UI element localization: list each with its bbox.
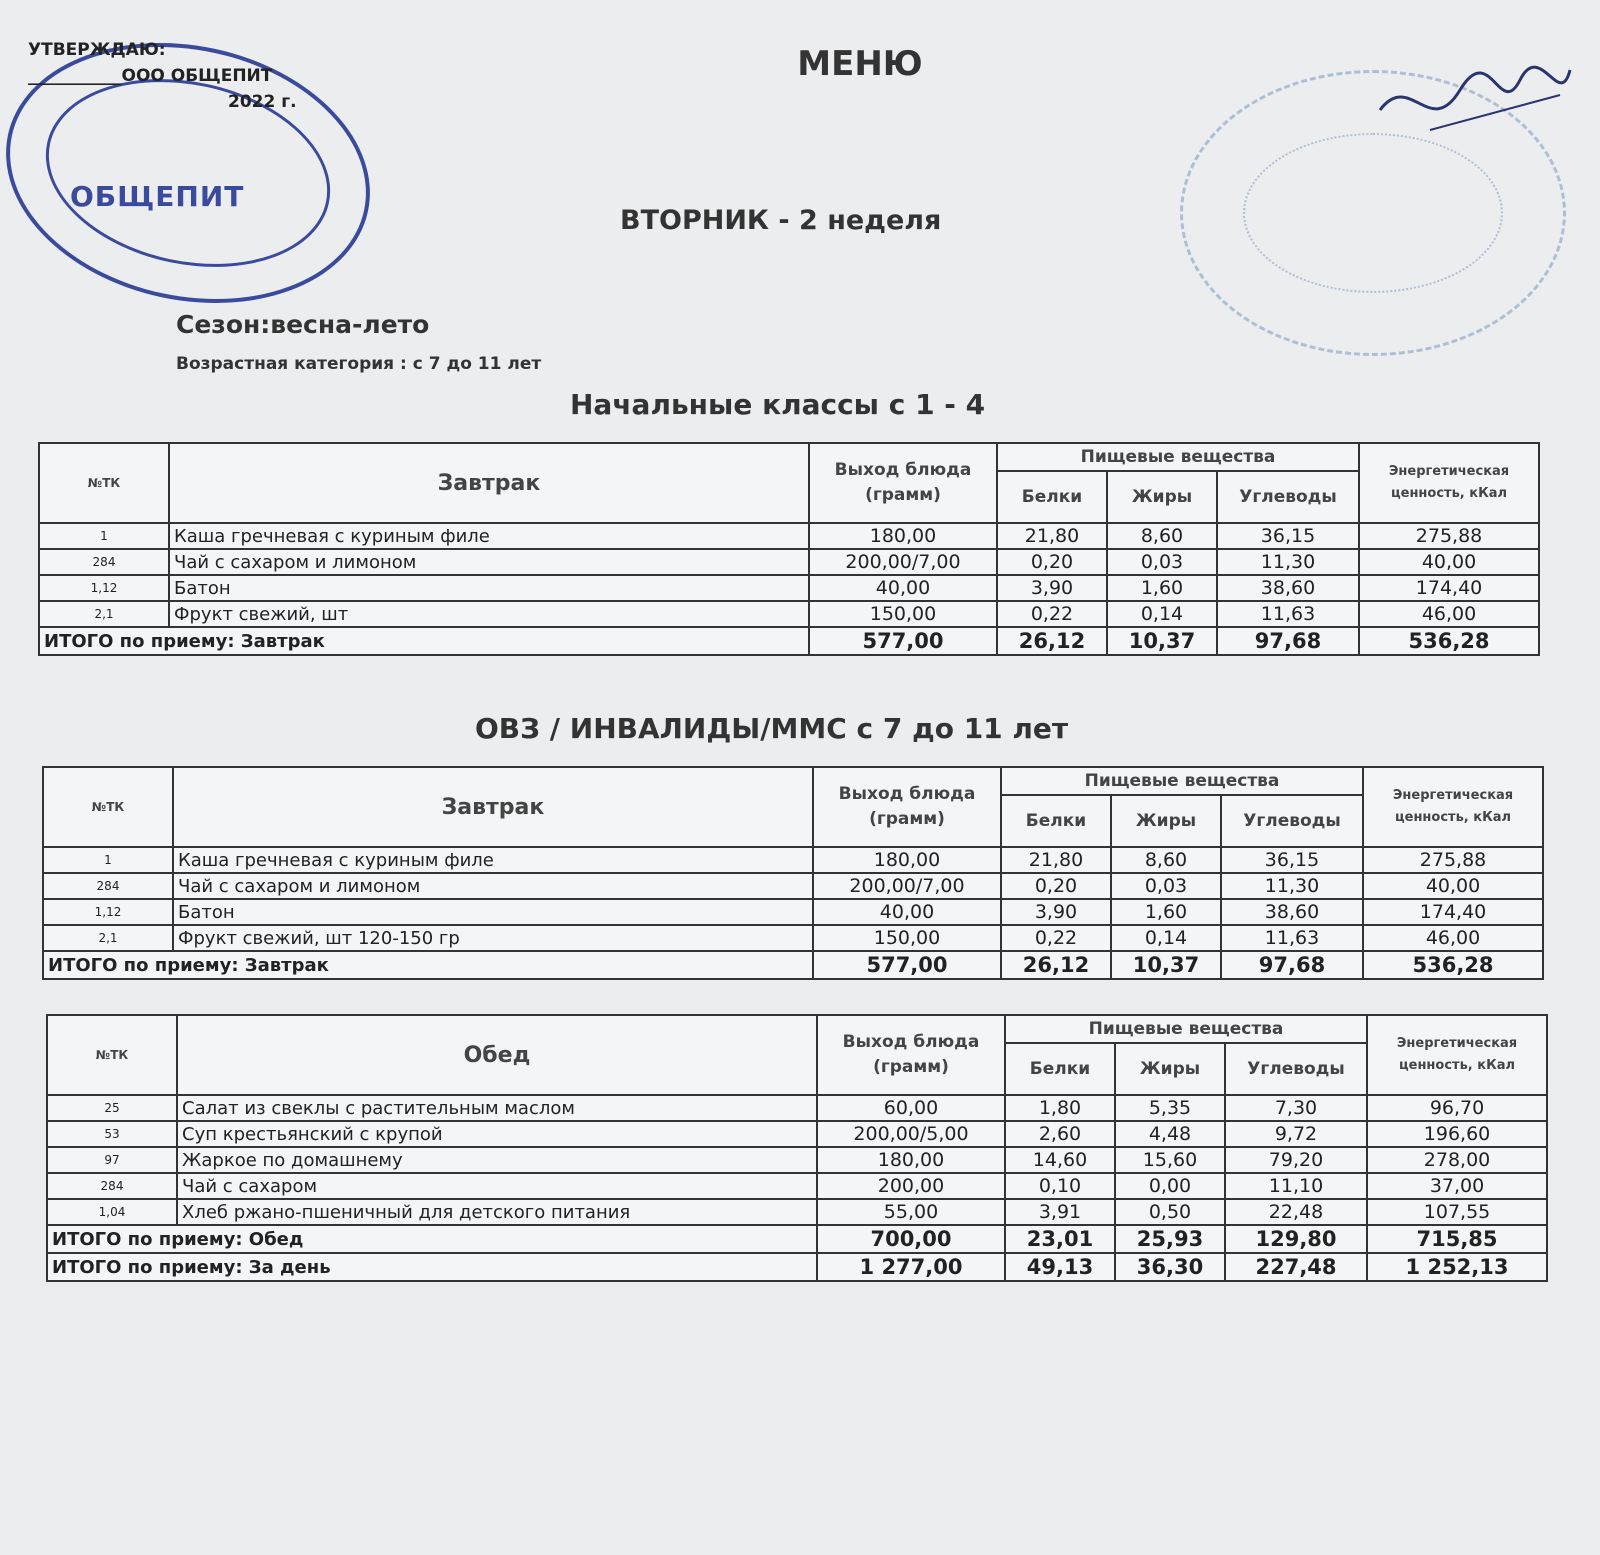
- total-protein: 23,01: [1005, 1225, 1115, 1253]
- recipe-number: 284: [39, 549, 169, 575]
- dish-name: Чай с сахаром: [177, 1173, 817, 1199]
- recipe-number: 97: [47, 1147, 177, 1173]
- recipe-number: 284: [43, 873, 173, 899]
- col-fat-header: Жиры: [1111, 795, 1221, 847]
- dish-energy: 174,40: [1363, 899, 1543, 925]
- col-fat-header: Жиры: [1115, 1043, 1225, 1095]
- dish-energy: 278,00: [1367, 1147, 1547, 1173]
- total-label: ИТОГО по приему: За день: [47, 1253, 817, 1281]
- dish-output: 180,00: [817, 1147, 1005, 1173]
- table-row: [39, 549, 1539, 575]
- total-output: 577,00: [813, 951, 1001, 979]
- dish-name: Чай с сахаром и лимоном: [173, 873, 813, 899]
- dish-output: 60,00: [817, 1095, 1005, 1121]
- total-label: ИТОГО по приему: Завтрак: [43, 951, 813, 979]
- col-number-header: №ТК: [43, 767, 173, 847]
- dish-carbs: 11,63: [1217, 601, 1359, 627]
- total-protein: 49,13: [1005, 1253, 1115, 1281]
- table-row: [47, 1173, 1547, 1199]
- dish-energy: 46,00: [1359, 601, 1539, 627]
- dish-name: Жаркое по домашнему: [177, 1147, 817, 1173]
- col-output-header: Выход блюда (грамм): [817, 1015, 1005, 1095]
- dish-name: Батон: [173, 899, 813, 925]
- dish-carbs: 79,20: [1225, 1147, 1367, 1173]
- total-label: ИТОГО по приему: Обед: [47, 1225, 817, 1253]
- dish-output: 40,00: [809, 575, 997, 601]
- total-row: [47, 1225, 1547, 1253]
- dish-protein: 0,22: [997, 601, 1107, 627]
- dish-carbs: 11,30: [1221, 873, 1363, 899]
- dish-carbs: 38,60: [1217, 575, 1359, 601]
- dish-output: 55,00: [817, 1199, 1005, 1225]
- col-protein-header: Белки: [1001, 795, 1111, 847]
- col-energy-header: Энергетическая ценность, кКал: [1363, 767, 1543, 847]
- dish-carbs: 22,48: [1225, 1199, 1367, 1225]
- total-row: [43, 951, 1543, 979]
- dish-protein: 1,80: [1005, 1095, 1115, 1121]
- total-energy: 536,28: [1363, 951, 1543, 979]
- total-row: [39, 627, 1539, 655]
- total-fat: 25,93: [1115, 1225, 1225, 1253]
- dish-output: 180,00: [809, 523, 997, 549]
- approve-line-1: УТВЕРЖДАЮ:: [28, 40, 166, 60]
- grade-heading: Начальные классы с 1 - 4: [570, 388, 986, 421]
- total-carbs: 129,80: [1225, 1225, 1367, 1253]
- dish-protein: 21,80: [1001, 847, 1111, 873]
- total-carbs: 97,68: [1221, 951, 1363, 979]
- dish-protein: 21,80: [997, 523, 1107, 549]
- dish-output: 200,00: [817, 1173, 1005, 1199]
- dish-output: 180,00: [813, 847, 1001, 873]
- dish-fat: 1,60: [1111, 899, 1221, 925]
- total-energy: 715,85: [1367, 1225, 1547, 1253]
- dish-output: 150,00: [813, 925, 1001, 951]
- dish-energy: 37,00: [1367, 1173, 1547, 1199]
- recipe-number: 1,12: [39, 575, 169, 601]
- stamp-label: ОБЩЕПИТ: [70, 180, 245, 213]
- total-carbs: 227,48: [1225, 1253, 1367, 1281]
- dish-fat: 0,03: [1111, 873, 1221, 899]
- recipe-number: 25: [47, 1095, 177, 1121]
- table-row: [39, 575, 1539, 601]
- col-protein-header: Белки: [1005, 1043, 1115, 1095]
- total-label: ИТОГО по приему: Завтрак: [39, 627, 809, 655]
- col-meal-header: Обед: [177, 1015, 817, 1095]
- dish-protein: 0,22: [1001, 925, 1111, 951]
- dish-fat: 4,48: [1115, 1121, 1225, 1147]
- dish-energy: 96,70: [1367, 1095, 1547, 1121]
- dish-name: Фрукт свежий, шт: [169, 601, 809, 627]
- table-row: [43, 899, 1543, 925]
- dish-fat: 0,00: [1115, 1173, 1225, 1199]
- dish-name: Каша гречневая с куриным филе: [169, 523, 809, 549]
- col-output-header: Выход блюда (грамм): [809, 443, 997, 523]
- dish-carbs: 11,63: [1221, 925, 1363, 951]
- dish-protein: 0,20: [997, 549, 1107, 575]
- col-carbs-header: Углеводы: [1225, 1043, 1367, 1095]
- table-row: [39, 601, 1539, 627]
- total-fat: 36,30: [1115, 1253, 1225, 1281]
- dish-energy: 275,88: [1359, 523, 1539, 549]
- table-row: [43, 847, 1543, 873]
- menu-table-1: [38, 442, 1540, 656]
- total-energy: 1 252,13: [1367, 1253, 1547, 1281]
- table-row: [43, 873, 1543, 899]
- dish-fat: 5,35: [1115, 1095, 1225, 1121]
- total-fat: 10,37: [1111, 951, 1221, 979]
- dish-output: 40,00: [813, 899, 1001, 925]
- approve-line-2: ___________ООО ОБЩЕПИТ: [28, 66, 273, 86]
- table-row: [39, 523, 1539, 549]
- age-category: Возрастная категория : с 7 до 11 лет: [176, 354, 542, 374]
- total-output: 700,00: [817, 1225, 1005, 1253]
- dish-output: 200,00/5,00: [817, 1121, 1005, 1147]
- approve-line-3: 2022 г.: [228, 92, 297, 112]
- dish-output: 200,00/7,00: [809, 549, 997, 575]
- dish-fat: 0,14: [1107, 601, 1217, 627]
- dish-fat: 8,60: [1111, 847, 1221, 873]
- total-output: 577,00: [809, 627, 997, 655]
- total-output: 1 277,00: [817, 1253, 1005, 1281]
- dish-name: Хлеб ржано-пшеничный для детского питания: [177, 1199, 817, 1225]
- col-number-header: №ТК: [39, 443, 169, 523]
- dish-name: Салат из свеклы с растительным маслом: [177, 1095, 817, 1121]
- total-protein: 26,12: [1001, 951, 1111, 979]
- dish-energy: 174,40: [1359, 575, 1539, 601]
- table-row: [47, 1199, 1547, 1225]
- dish-name: Батон: [169, 575, 809, 601]
- dish-fat: 1,60: [1107, 575, 1217, 601]
- day-heading: ВТОРНИК - 2 неделя: [620, 205, 942, 236]
- table-row: [47, 1095, 1547, 1121]
- recipe-number: 2,1: [43, 925, 173, 951]
- dish-carbs: 9,72: [1225, 1121, 1367, 1147]
- dish-fat: 15,60: [1115, 1147, 1225, 1173]
- dish-protein: 3,90: [1001, 899, 1111, 925]
- dish-fat: 0,50: [1115, 1199, 1225, 1225]
- dish-energy: 40,00: [1359, 549, 1539, 575]
- dish-name: Фрукт свежий, шт 120-150 гр: [173, 925, 813, 951]
- ovz-heading: ОВЗ / ИНВАЛИДЫ/ММС с 7 до 11 лет: [475, 712, 1069, 745]
- dish-energy: 196,60: [1367, 1121, 1547, 1147]
- menu-table-2: [42, 766, 1544, 980]
- recipe-number: 284: [47, 1173, 177, 1199]
- col-meal-header: Завтрак: [173, 767, 813, 847]
- dish-output: 200,00/7,00: [813, 873, 1001, 899]
- table-row: [47, 1121, 1547, 1147]
- dish-energy: 46,00: [1363, 925, 1543, 951]
- dish-carbs: 36,15: [1217, 523, 1359, 549]
- dish-carbs: 11,30: [1217, 549, 1359, 575]
- dish-fat: 0,14: [1111, 925, 1221, 951]
- col-energy-header: Энергетическая ценность, кКал: [1359, 443, 1539, 523]
- dish-protein: 14,60: [1005, 1147, 1115, 1173]
- total-protein: 26,12: [997, 627, 1107, 655]
- recipe-number: 1: [39, 523, 169, 549]
- col-output-header: Выход блюда (грамм): [813, 767, 1001, 847]
- col-carbs-header: Углеводы: [1217, 471, 1359, 523]
- total-row: [47, 1253, 1547, 1281]
- dish-carbs: 11,10: [1225, 1173, 1367, 1199]
- season-heading: Сезон:весна-лето: [176, 310, 430, 339]
- dish-protein: 0,20: [1001, 873, 1111, 899]
- total-fat: 10,37: [1107, 627, 1217, 655]
- recipe-number: 1,04: [47, 1199, 177, 1225]
- col-protein-header: Белки: [997, 471, 1107, 523]
- col-nutrients-header: Пищевые вещества: [1005, 1015, 1367, 1043]
- dish-protein: 2,60: [1005, 1121, 1115, 1147]
- dish-protein: 0,10: [1005, 1173, 1115, 1199]
- dish-fat: 8,60: [1107, 523, 1217, 549]
- col-nutrients-header: Пищевые вещества: [1001, 767, 1363, 795]
- dish-carbs: 38,60: [1221, 899, 1363, 925]
- total-carbs: 97,68: [1217, 627, 1359, 655]
- col-carbs-header: Углеводы: [1221, 795, 1363, 847]
- dish-protein: 3,91: [1005, 1199, 1115, 1225]
- dish-output: 150,00: [809, 601, 997, 627]
- table-row: [43, 925, 1543, 951]
- col-energy-header: Энергетическая ценность, кКал: [1367, 1015, 1547, 1095]
- table-row: [47, 1147, 1547, 1173]
- col-nutrients-header: Пищевые вещества: [997, 443, 1359, 471]
- page-title: МЕНЮ: [797, 44, 923, 84]
- dish-fat: 0,03: [1107, 549, 1217, 575]
- col-number-header: №ТК: [47, 1015, 177, 1095]
- dish-name: Чай с сахаром и лимоном: [169, 549, 809, 575]
- col-fat-header: Жиры: [1107, 471, 1217, 523]
- dish-energy: 40,00: [1363, 873, 1543, 899]
- dish-name: Суп крестьянский с крупой: [177, 1121, 817, 1147]
- recipe-number: 53: [47, 1121, 177, 1147]
- menu-table-3: [46, 1014, 1548, 1282]
- recipe-number: 2,1: [39, 601, 169, 627]
- col-meal-header: Завтрак: [169, 443, 809, 523]
- dish-name: Каша гречневая с куриным филе: [173, 847, 813, 873]
- dish-protein: 3,90: [997, 575, 1107, 601]
- dish-carbs: 7,30: [1225, 1095, 1367, 1121]
- dish-energy: 275,88: [1363, 847, 1543, 873]
- dish-energy: 107,55: [1367, 1199, 1547, 1225]
- recipe-number: 1,12: [43, 899, 173, 925]
- total-energy: 536,28: [1359, 627, 1539, 655]
- recipe-number: 1: [43, 847, 173, 873]
- dish-carbs: 36,15: [1221, 847, 1363, 873]
